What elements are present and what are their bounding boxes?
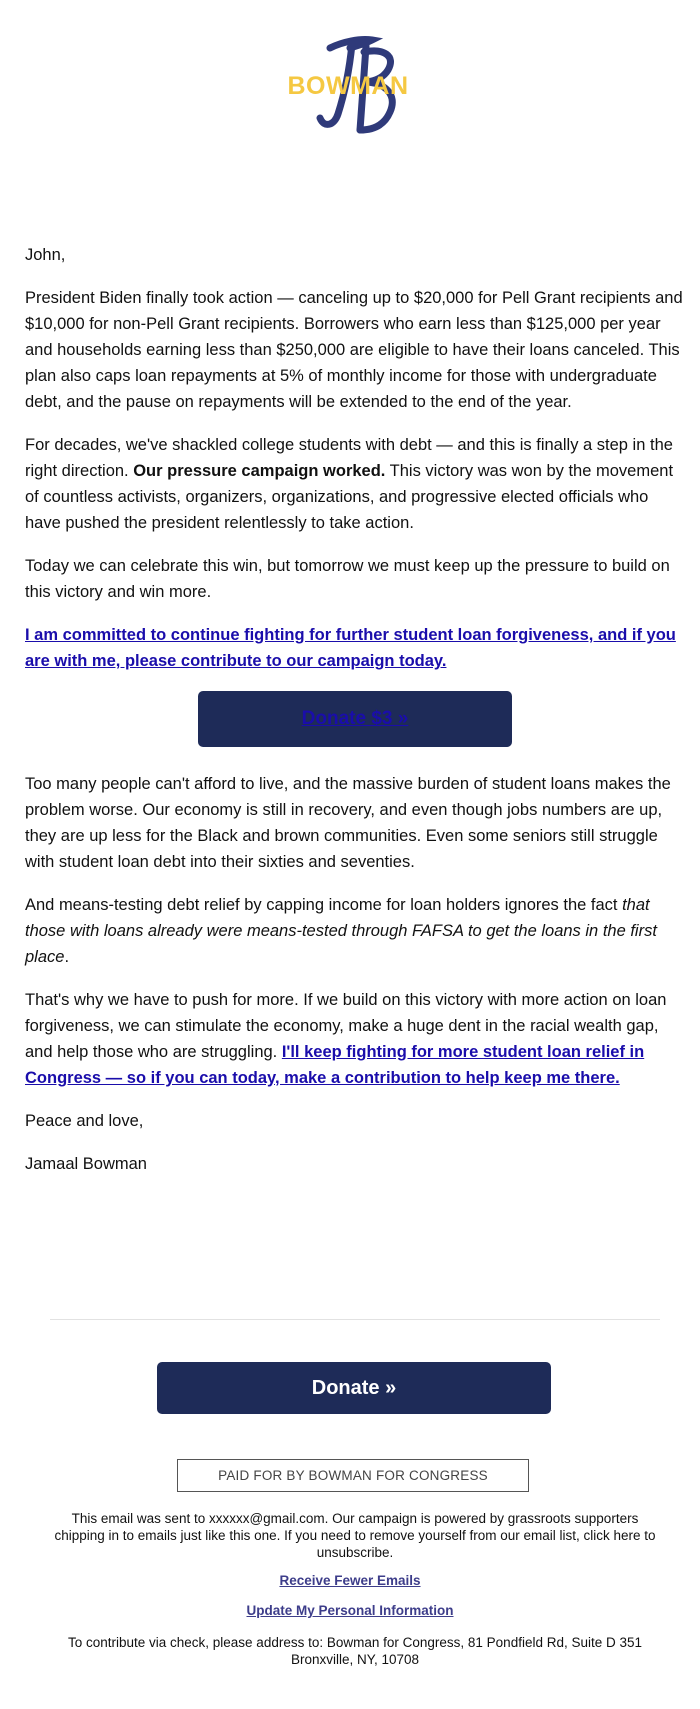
keep-me-there-link[interactable]: I'll keep fighting for more student loan relief in Congress — so if you can today, make a contribution to help keep me there. xyxy=(25,1043,645,1087)
paragraph-link-1 xyxy=(25,622,685,674)
paragraph-1: President Biden finally took action — canceling up to $20,000 for Pell Grant recipients and $10,000 for non-Pell Grant recipients. Borrowers who earn less than $125,000 per year and households earning less than $250,000 are eligible to have their loans canceled. This plan also caps loan repayments at 5% of monthly income for those with undergraduate debt, and the pause on repayments will be extended to the end of the year. xyxy=(25,289,683,411)
paragraph-3: Today we can celebrate this win, but tomorrow we must keep up the pressure to build on this victory and win more. xyxy=(25,557,670,601)
receive-fewer-emails-link[interactable]: Receive Fewer Emails xyxy=(279,1573,421,1588)
paragraph-2: For decades, we've shackled college students with debt — and this is finally a step in the right direction. Our pressure campaign worked. This victory was won by the movement of countless activists, organizers, organizations, and progressive elected officials who have pushed the president relentlessly to take action. xyxy=(25,436,674,532)
footer-divider xyxy=(50,1319,660,1320)
mailing-address: To contribute via check, please address to: Bowman for Congress, 81 Pondfield Rd, Suite D 351 Bronxville, NY, 10708 xyxy=(67,1635,643,1667)
paragraph-5: And means-testing debt relief by capping income for loan holders ignores the fact that those with loans already were means-tested through FAFSA to get the loans in the first place. xyxy=(25,896,657,966)
signature: Jamaal Bowman xyxy=(25,1155,147,1173)
paid-for-disclaimer: PAID FOR BY BOWMAN FOR CONGRESS xyxy=(177,1459,529,1492)
greeting: John, xyxy=(25,246,66,264)
logo-wordmark: BOWMAN xyxy=(287,72,409,100)
pressure-campaign-emphasis: Our pressure campaign worked. xyxy=(133,462,386,480)
paragraph-4: Too many people can't afford to live, and the massive burden of student loans makes the problem worse. Our economy is still in recovery, and even though jobs numbers are up, they are up less for the Black and brown communities. Even some seniors still struggle with student loan debt into their sixties and seventies. xyxy=(25,775,671,871)
jb-bowman-logo xyxy=(280,34,420,144)
signoff: Peace and love, xyxy=(25,1112,144,1130)
donate-3-button[interactable]: Donate $3 » xyxy=(198,691,512,747)
fafsa-italic: that those with loans already were means-tested through FAFSA to get the loans in the first place xyxy=(25,896,657,966)
campaign-logo xyxy=(0,34,700,144)
update-personal-info-link[interactable]: Update My Personal Information xyxy=(246,1603,454,1618)
unsubscribe-notice[interactable]: This email was sent to xxxxxx@gmail.com. Our campaign is powered by grassroots supporters chipping in to emails just like this one. If you need to remove yourself from our email list, click here to unsubscribe. xyxy=(54,1511,656,1560)
paragraph-6: That's why we have to push for more. If we build on this victory with more action on loan forgiveness, we can stimulate the economy, make a huge dent in the racial wealth gap, and help those who are struggling. I'll keep fighting for more student loan relief in Congress — so if you can today, make a contribution to help keep me there. xyxy=(25,991,667,1087)
contribute-link[interactable]: I am committed to continue fighting for further student loan forgiveness, and if you are with me, please contribute to our campaign today. xyxy=(25,626,676,670)
email-body xyxy=(25,242,685,1194)
donate-button[interactable]: Donate » xyxy=(157,1362,551,1414)
